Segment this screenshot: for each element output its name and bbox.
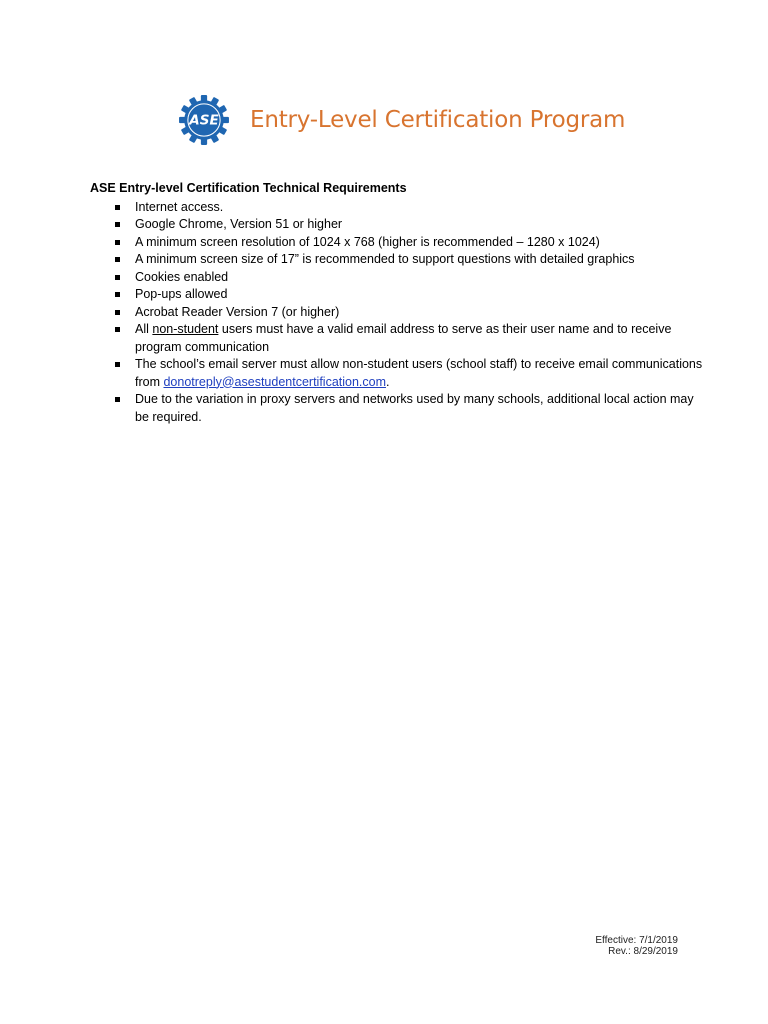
list-item bbox=[90, 391, 710, 426]
requirements-section bbox=[90, 180, 710, 426]
section-heading: ASE Entry-level Certification Technical Requirements bbox=[90, 181, 407, 195]
page-title: Entry-Level Certification Program bbox=[250, 107, 626, 133]
requirements-list bbox=[90, 199, 710, 427]
list-item bbox=[90, 356, 710, 391]
list-item bbox=[90, 216, 710, 234]
revision-date: Rev.: 8/29/2019 bbox=[608, 946, 678, 957]
list-item-text-post: . bbox=[386, 374, 390, 389]
bullet-icon bbox=[115, 275, 120, 280]
list-item-text: Acrobat Reader Version 7 (or higher) bbox=[135, 304, 340, 319]
underlined-text: non-student bbox=[152, 322, 219, 336]
document-footer bbox=[595, 935, 678, 957]
bullet-icon bbox=[115, 362, 120, 367]
bullet-icon bbox=[115, 292, 120, 297]
logo-text: ASE bbox=[189, 112, 219, 129]
list-item-text: A minimum screen size of 17” is recommended to support questions with detailed graphics bbox=[135, 252, 635, 266]
bullet-icon bbox=[115, 310, 120, 315]
list-item-text: Due to the variation in proxy servers and networks used by many schools, additional local action may be required. bbox=[135, 392, 694, 424]
list-item bbox=[90, 321, 710, 356]
list-item-text: Pop-ups allowed bbox=[135, 287, 228, 301]
list-item bbox=[90, 269, 710, 287]
list-item-text-pre: All bbox=[135, 322, 153, 336]
list-item-text: Google Chrome, Version 51 or higher bbox=[135, 217, 343, 231]
bullet-icon bbox=[115, 240, 120, 245]
bullet-icon bbox=[115, 327, 120, 332]
list-item-text-post: users must have a valid email address to serve as their user name and to receive program communication bbox=[135, 322, 672, 354]
bullet-icon bbox=[115, 205, 120, 210]
list-item bbox=[90, 286, 710, 304]
email-link[interactable]: donotreply@asestudentcertification.com bbox=[163, 374, 387, 389]
list-item bbox=[90, 199, 710, 217]
list-item-text: A minimum screen resolution of 1024 x 768 (higher is recommended – 1280 x 1024) bbox=[135, 234, 600, 249]
list-item-text: Internet access. bbox=[135, 199, 224, 214]
bullet-icon bbox=[115, 222, 120, 227]
list-item bbox=[90, 304, 710, 322]
bullet-icon bbox=[115, 257, 120, 262]
list-item bbox=[90, 251, 710, 269]
effective-date: Effective: 7/1/2019 bbox=[595, 935, 678, 946]
document-header bbox=[178, 93, 625, 147]
list-item-text: Cookies enabled bbox=[135, 269, 229, 284]
bullet-icon bbox=[115, 397, 120, 402]
ase-logo-icon bbox=[178, 94, 230, 146]
list-item bbox=[90, 234, 710, 252]
list-item-text-pre: The school’s email server must allow non-student users (school staff) to receive email communications from bbox=[135, 357, 703, 389]
